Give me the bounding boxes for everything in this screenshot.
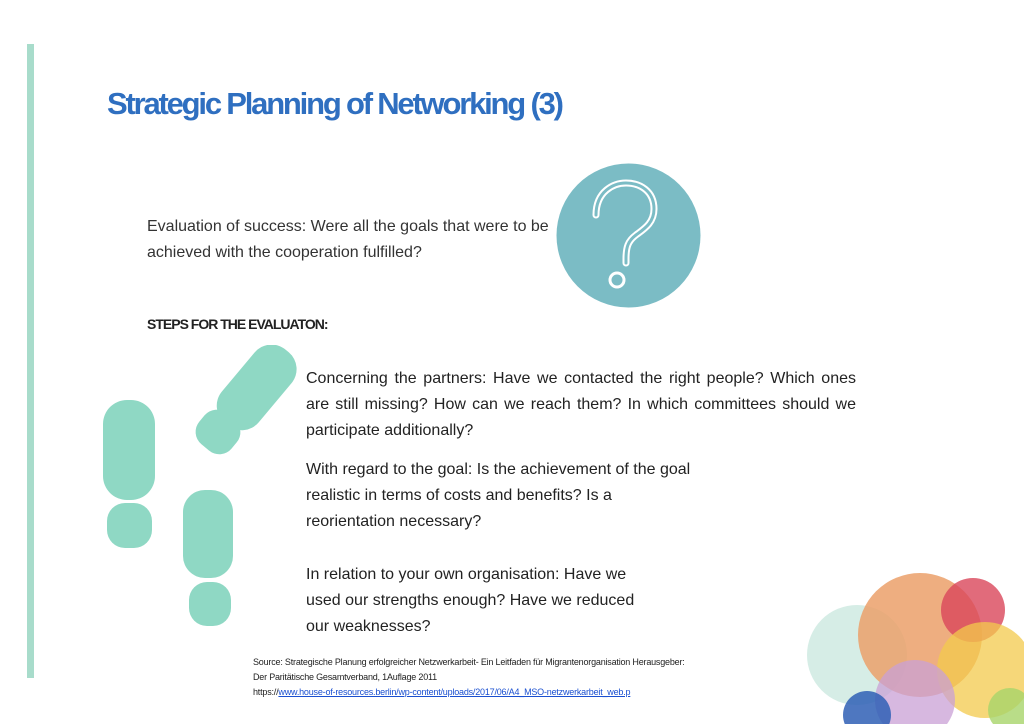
accent-bar [27, 44, 34, 678]
footprint-right-sole [183, 490, 233, 578]
paragraph-goal: With regard to the goal: Is the achievement of the goal realistic in terms of costs and benefits? Is a reorientation necessary? [306, 461, 691, 530]
source-line-2: Der Paritätische Gesamtverband, 1Auflage 2011 [253, 672, 437, 682]
source-link[interactable]: www.house-of-resources.berlin/wp-content/uploads/2017/06/A4_MSO-netzwerkarbeit_web.p [278, 687, 631, 697]
paragraph-partners: Concerning the partners: Have we contacted the right people? Which ones are still missing? How can we reach them? In which committees should we participate additionally? [306, 370, 856, 439]
speech-bubbles-icon [805, 570, 1024, 724]
footprints-icon [98, 345, 308, 630]
paragraph-organisation: In relation to your own organisation: Have we used our strengths enough? Have we reduced our weaknesses? [306, 566, 635, 635]
question-mark-icon [556, 163, 701, 308]
source-url-prefix: https:// [253, 687, 279, 697]
slide-title: Strategic Planning of Networking (3) [107, 86, 562, 121]
steps-heading: STEPS FOR THE EVALUATON: [147, 316, 328, 332]
intro-text: Evaluation of success: Were all the goals that were to be achieved with the cooperation fulfilled? [147, 218, 549, 261]
source-line-1: Source: Strategische Planung erfolgreicher Netzwerkarbeit- Ein Leitfaden für Migrantenorganisation Herausgeber: [253, 657, 685, 667]
source-line-3 [253, 685, 853, 700]
source-citation [253, 655, 853, 700]
footprint-left-heel [107, 503, 152, 548]
footprint-right-heel [189, 582, 231, 626]
footprint-left-sole [103, 400, 155, 500]
